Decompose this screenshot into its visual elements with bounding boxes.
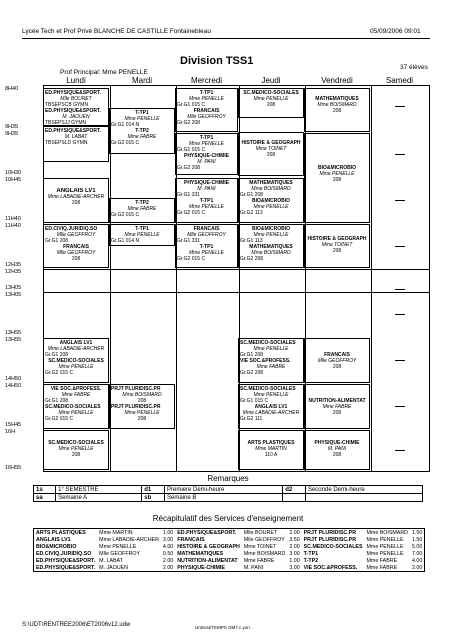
time-label: 8H40 xyxy=(5,86,19,92)
recap-teacher: Mme PENELLE xyxy=(99,543,137,550)
course-name: ED.PHYSIQUE&SPORT. xyxy=(45,108,101,114)
course-room: 208 xyxy=(266,102,276,108)
course-name: ED.PHYSIQUE&SPORT. xyxy=(45,128,101,134)
empty-slot-dash xyxy=(395,314,405,315)
teacher-name: Mme PENELLE xyxy=(253,392,289,398)
time-label: 13H55 xyxy=(5,330,22,336)
file-path: S:\UDT\RENTREE2006\ET2006v12.udw xyxy=(22,622,131,628)
recap-subject: ED.CIVIQ.JURIDIQ.SO xyxy=(36,550,92,557)
course-room: Gr.G2 111 xyxy=(240,416,263,422)
teacher-name: Mme BOISMARD xyxy=(122,392,162,398)
recap-subject: PHYSIQUE-CHIMIE xyxy=(177,564,225,571)
teacher-name: Mme PENELLE xyxy=(58,446,94,452)
teacher-name: Mme PENELLE xyxy=(124,410,160,416)
course-room: Gr.G1 208 xyxy=(45,398,69,404)
course-cell-vendredi-2[interactable] xyxy=(304,133,370,223)
course-cell-mercredi-2[interactable] xyxy=(175,133,238,175)
course-name: SC.MEDICO-SOCIALES xyxy=(48,440,104,446)
recap-teacher: Mme TOINET xyxy=(243,543,277,550)
recap-teacher: Mlle BOURET xyxy=(243,529,278,536)
course-cell-vendredi-4[interactable] xyxy=(304,338,370,383)
teacher-name: Mme PENELLE xyxy=(253,96,289,102)
course-name: T-TP1 xyxy=(199,198,214,204)
recap-teacher: Mme PENELLE xyxy=(366,543,404,550)
course-name: ANGLAIS LV1 xyxy=(56,188,96,194)
remark-label: Semaine B xyxy=(165,494,283,502)
course-room: Gr.G2 015 C xyxy=(111,140,140,146)
course-name: SC.MEDICO-SOCIALES xyxy=(243,90,299,96)
teacher-name: Mme PENELLE xyxy=(188,250,224,256)
course-name: PRJT PLURIDISC.PR xyxy=(111,386,161,392)
course-name: T-TP2 xyxy=(135,128,149,134)
recap-subject: MATHEMATIQUES xyxy=(177,550,224,557)
course-name: ANGLAIS LV1 xyxy=(254,404,288,410)
time-label: 11H40 xyxy=(5,216,21,222)
course-cell-jeudi-2[interactable] xyxy=(238,132,304,176)
recap-teacher: Mme MARTIN xyxy=(99,529,133,536)
course-room: 208 xyxy=(266,152,276,158)
teacher-name: M. PANI xyxy=(327,446,347,452)
course-name: FRANCAIS xyxy=(193,108,220,114)
course-name: VIE SOC.&PROFESS. xyxy=(240,358,291,364)
recap-subject: ANGLAIS LV1 xyxy=(36,536,71,543)
school-name: Lycée Tech et Prof Privé BLANCHE DE CASTILLE Fontainebleau xyxy=(22,28,211,35)
remark-code xyxy=(283,494,306,502)
course-name: NUTRITION-ALIMENTAT xyxy=(308,398,366,404)
recap-teacher: Mme FABRE xyxy=(366,557,398,564)
course-name: BIO&MICROBIO xyxy=(251,198,291,204)
recap-subject: PRJT PLURIDISC.PR xyxy=(303,536,357,543)
course-cell-jeudi-6[interactable] xyxy=(238,384,304,429)
time-label: 11H40 xyxy=(5,223,21,229)
recap-subject: SC.MEDICO-SOCIALES xyxy=(303,543,363,550)
course-cell-mardi-1[interactable] xyxy=(109,108,175,154)
teacher-name: Mlle GEOFFROY xyxy=(56,250,96,256)
course-cell-mercredi-1[interactable] xyxy=(175,88,238,132)
empty-slot-dash xyxy=(395,106,405,107)
empty-slot-dash xyxy=(395,289,405,290)
course-room: TBSEPSCB GYMN xyxy=(45,102,89,108)
recap-hours: 1.00 xyxy=(289,557,300,564)
day-header-lundi: Lundi xyxy=(66,76,86,85)
time-label: 16H55 xyxy=(5,465,22,471)
course-room: TBSEPSLD GYMN xyxy=(45,140,88,146)
course-name: PRJT PLURIDISC.PR xyxy=(111,404,161,410)
recap-subject: PRJT PLURIDISC.PR xyxy=(303,529,357,536)
course-cell-jeudi-7[interactable] xyxy=(238,430,304,470)
lunch-rule xyxy=(44,292,429,293)
time-label: 13H05 xyxy=(5,285,22,291)
recap-teacher: Mme PENELLE xyxy=(366,536,404,543)
recap-teacher: Mme BOISMARD xyxy=(243,550,286,557)
course-room: 208 xyxy=(332,364,342,370)
day-header-mardi: Mardi xyxy=(131,76,152,85)
recap-teacher: Mme FABRE xyxy=(366,564,398,571)
teacher-name: Mme TOINET xyxy=(255,146,287,152)
time-label: 9H35 xyxy=(5,124,19,130)
recap-teacher: M. PANI xyxy=(243,564,264,571)
recap-hours: 0.50 xyxy=(162,550,174,557)
course-name: VIE SOC.&PROFESS. xyxy=(50,386,102,392)
recap-teacher: Mme LABADIE-ARCHER xyxy=(99,536,159,543)
lunch-rule xyxy=(44,269,429,270)
teacher-name: Mme BOISMARD xyxy=(251,250,291,256)
recap-hours: 4.00 xyxy=(162,543,174,550)
course-cell-lundi-3[interactable] xyxy=(43,178,109,223)
course-room: Gr.G1 331 xyxy=(177,238,201,244)
recap-hours: 1.00 xyxy=(162,529,174,536)
recap-subject: FRANCAIS xyxy=(177,536,205,543)
course-room: 208 xyxy=(332,177,342,183)
recap-teacher: Mlle GEOFFROY xyxy=(243,536,285,543)
recap-hours: 2.00 xyxy=(289,543,300,550)
teacher-name: M. PANI xyxy=(197,186,216,192)
course-room: TBSEPSJJ GYMN xyxy=(45,120,87,126)
course-room: 208 xyxy=(332,108,342,114)
course-name: MATHEMATIQUES xyxy=(315,96,359,102)
time-label: 9H35 xyxy=(5,131,19,137)
recap-hours: 3.50 xyxy=(289,536,300,543)
course-room: Gr.G1 014 N xyxy=(111,238,140,244)
course-cell-mardi-2[interactable] xyxy=(109,198,175,223)
remark-code: sb xyxy=(142,494,165,502)
recap-hours: 2.00 xyxy=(412,564,423,571)
course-cell-lundi-4[interactable] xyxy=(43,224,109,268)
teacher-name: Mme PENELLE xyxy=(188,141,224,147)
table-row xyxy=(34,550,425,557)
course-room: Gr.G1 015 C xyxy=(177,102,206,108)
empty-slot-dash xyxy=(395,246,405,247)
teacher-name: Mme FABRE xyxy=(127,206,157,212)
course-cell-vendredi-1[interactable] xyxy=(304,88,370,132)
course-room: Gr.G1 208 xyxy=(240,192,264,198)
recap-subject: HISTOIRE & GEOGRAPH xyxy=(177,543,240,550)
recap-subject: ARTS PLASTIQUES xyxy=(36,529,86,536)
recap-hours: 2.00 xyxy=(289,529,300,536)
course-room: 110 A xyxy=(264,452,278,458)
course-room: Gr.G2 015 C xyxy=(111,212,140,218)
table-row xyxy=(34,557,425,564)
teacher-name: Mme PENELLE xyxy=(58,410,94,416)
course-name: ED.CIVIQ.JURIDIQ.SO xyxy=(45,226,98,232)
time-label: 13H55 xyxy=(5,337,22,343)
recap-teacher: Mme BOISMARD xyxy=(366,529,408,536)
course-room: Gr.G1 331 xyxy=(177,192,201,198)
teacher-name: Mme MARTIN xyxy=(255,446,287,452)
table-row xyxy=(34,564,425,572)
teacher-name: Mme PENELLE xyxy=(188,204,224,210)
course-name: T-TP1 xyxy=(199,90,214,96)
table-row xyxy=(34,529,425,537)
table-row xyxy=(34,486,423,494)
time-label: 14H50 xyxy=(5,376,22,382)
print-datetime: 05/09/2006 09:01 xyxy=(370,28,421,35)
course-name: T-TP1 xyxy=(135,110,149,116)
course-room: 208 xyxy=(137,398,147,404)
teacher-name: Mlle GEOFFROY xyxy=(187,232,226,238)
course-room: Gr.G2 208 xyxy=(240,370,264,376)
course-room: Gr.G1 113 xyxy=(240,238,263,244)
teacher-name: Mme PENELLE xyxy=(253,204,289,210)
teacher-name: Mme BOISMARD xyxy=(317,102,357,108)
prof-principal: Prof Principal: Mme PENELLE xyxy=(60,69,148,76)
teacher-name: Mme PENELLE xyxy=(58,364,94,370)
course-cell-lundi-5[interactable] xyxy=(43,338,109,383)
course-name: T-TP1 xyxy=(199,244,214,250)
teacher-name: Mme PENELLE xyxy=(253,346,289,352)
course-room: 208 xyxy=(332,452,342,458)
recap-subject: ED.PHYSIQUE&SPORT. xyxy=(177,529,237,536)
course-name: ARTS PLASTIQUES xyxy=(247,440,295,446)
recap-hours: 3.00 xyxy=(162,536,174,543)
time-label: 10H30 xyxy=(5,170,22,176)
remark-code: d1 xyxy=(142,486,165,494)
teacher-name: Mme FABRE xyxy=(256,364,286,370)
course-cell-lundi-7[interactable] xyxy=(43,430,109,470)
teacher-name: M. LABAT xyxy=(64,134,88,140)
time-label: 12H35 xyxy=(5,269,22,275)
course-room: Gr.G1 015 C xyxy=(177,147,206,153)
course-room: Gr.G2 208 xyxy=(240,256,264,262)
course-name: PHYSIQUE-CHIMIE xyxy=(183,153,229,159)
recap-hours: 4.00 xyxy=(412,557,423,564)
empty-slot-dash xyxy=(395,200,405,201)
page-title: Division TSS1 xyxy=(180,55,254,67)
recap-subject: T-TP2 xyxy=(303,557,319,564)
recap-teacher: Mlle GEOFFROY xyxy=(99,550,141,557)
remark-label: 1° SEMESTRE xyxy=(56,486,142,494)
remark-code: d2 xyxy=(283,486,306,494)
course-name: HISTOIRE & GEOGRAPH xyxy=(241,140,301,146)
recap-hours: 2.00 xyxy=(162,557,174,564)
table-row xyxy=(34,494,423,502)
teacher-name: M. JAOUEN xyxy=(62,114,90,120)
course-name: PHYSIQUE-CHIMIE xyxy=(314,440,360,446)
course-cell-vendredi-6[interactable] xyxy=(304,430,370,470)
course-name: T-TP1 xyxy=(135,226,149,232)
recap-subject: ED.PHYSIQUE&SPORT. xyxy=(36,564,96,571)
teacher-name: Mme PENELLE xyxy=(124,232,160,238)
course-room: Gr.G1 015 C xyxy=(240,398,269,404)
teacher-name: Mme PENELLE xyxy=(319,171,355,177)
recap-hours: 7.00 xyxy=(412,550,423,557)
course-room: Gr.G2 015 C xyxy=(45,416,74,422)
recap-teacher: M. JAOUEN xyxy=(99,564,129,571)
recap-teacher: Mme FABRE xyxy=(243,557,275,564)
recap-hours: 3.00 xyxy=(289,550,300,557)
course-cell-mardi-4[interactable] xyxy=(109,384,175,429)
course-name: SC.MEDICO-SOCIALES xyxy=(45,404,101,410)
remarques-table xyxy=(33,485,423,502)
day-header-mercredi: Mercredi xyxy=(190,76,223,85)
recap-teacher: M. LABAT xyxy=(99,557,123,564)
teacher-name: Mlle GEOFFROY xyxy=(187,114,226,120)
recap-hours: 3.00 xyxy=(289,564,300,571)
course-room: Gr.G2 208 xyxy=(177,120,201,126)
teacher-name: Mme PENELLE xyxy=(253,232,289,238)
recap-hours: 5.00 xyxy=(412,543,423,550)
course-room: 208 xyxy=(71,200,81,206)
remark-label: Semaine A xyxy=(56,494,142,502)
recap-title: Récapitulatif des Services d'enseignement xyxy=(152,514,304,523)
teacher-name: Mlle BOURET xyxy=(60,96,92,102)
remark-code: sa xyxy=(34,494,56,502)
course-cell-lundi-6[interactable] xyxy=(43,384,109,429)
course-name: PHYSIQUE-CHIMIE xyxy=(183,180,229,186)
course-room: Gr.G1 014 N xyxy=(111,122,140,128)
course-name: FRANCAIS xyxy=(324,352,350,358)
course-name: MATHEMATIQUES xyxy=(249,244,293,250)
recap-teacher: Mme PENELLE xyxy=(366,550,404,557)
course-cell-mercredi-3[interactable] xyxy=(175,178,238,223)
course-name: T-TP1 xyxy=(199,135,214,141)
course-room: Gr.G2 015 C xyxy=(177,256,206,262)
recap-table xyxy=(33,528,425,572)
course-room: Gr.G2 208 xyxy=(177,165,201,171)
course-cell-vendredi-5[interactable] xyxy=(304,384,370,429)
teacher-name: Mme FABRE xyxy=(127,134,157,140)
time-label: 14H50 xyxy=(5,383,22,389)
teacher-name: Mme PENELLE xyxy=(188,96,224,102)
course-name: ED.PHYSIQUE&SPORT. xyxy=(45,90,101,96)
course-name: FRANCAIS xyxy=(193,226,220,232)
recap-hours: 2.00 xyxy=(162,564,174,571)
course-cell-jeudi-1[interactable] xyxy=(238,88,304,118)
teacher-name: Mme TOINET xyxy=(321,242,353,248)
teacher-name: Mme BOISMARD xyxy=(251,186,291,192)
time-label: 13H05 xyxy=(5,292,22,298)
course-name: HISTOIRE & GEOGRAPH xyxy=(307,236,367,242)
student-count: 37 élèves xyxy=(400,64,428,71)
course-name: SC.MEDICO-SOCIALES xyxy=(240,386,296,392)
course-room: Gr.G2 015 C xyxy=(177,210,206,216)
course-room: Gr.G2 015 C xyxy=(45,370,74,376)
empty-slot-dash xyxy=(395,154,405,155)
course-room: Gr.G2 113 xyxy=(240,210,263,216)
teacher-name: Mme PENELLE xyxy=(124,116,160,122)
course-name: FRANCAIS xyxy=(63,244,89,250)
course-cell-mercredi-4[interactable] xyxy=(175,224,238,268)
course-cell-jeudi-3[interactable] xyxy=(238,178,304,223)
table-row xyxy=(34,543,425,550)
remark-label: Premiere Demi-heure xyxy=(165,486,283,494)
day-header-samedi: Samedi xyxy=(385,76,414,85)
recap-subject: T-TP1 xyxy=(303,550,319,557)
teacher-name: Mme LABADIE-ARCHER xyxy=(47,194,105,200)
teacher-name: Mme FABRE xyxy=(61,392,91,398)
empty-slot-dash xyxy=(395,406,405,407)
course-room: Gr.G1 208 xyxy=(240,352,264,358)
time-label: 12H35 xyxy=(5,262,22,268)
recap-subject: VIE SOC.&PROFESS. xyxy=(303,564,358,571)
teacher-name: Mlle GEOFFROY xyxy=(56,232,96,238)
course-room: 208 xyxy=(137,416,147,422)
remark-label xyxy=(305,494,422,502)
remarques-title: Remarques xyxy=(207,474,249,483)
day-header-vendredi: Vendredi xyxy=(321,76,353,85)
recap-subject: BIO&MICROBIO xyxy=(36,543,77,550)
course-cell-mardi-3[interactable] xyxy=(109,224,175,246)
course-room: Gr.G1 208 xyxy=(45,352,69,358)
header-rule xyxy=(22,38,430,39)
course-room: 208 xyxy=(332,410,342,416)
empty-slot-dash xyxy=(395,360,405,361)
course-name: BIO&MICROBIO xyxy=(317,165,357,171)
course-name: SC.MEDICO-SOCIALES xyxy=(48,358,104,364)
teacher-name: Mme FABRE xyxy=(322,404,352,410)
teacher-name: Mme LABADIE-ARCHER xyxy=(242,410,300,416)
recap-hours: 1.50 xyxy=(412,536,423,543)
course-name: ANGLAIS LV1 xyxy=(59,340,93,346)
table-row xyxy=(34,536,425,543)
course-room: 208 xyxy=(71,256,81,262)
course-cell-lundi-1[interactable] xyxy=(43,88,109,126)
course-cell-vendredi-3[interactable] xyxy=(304,224,370,268)
teacher-name: M. PANI xyxy=(197,159,216,165)
course-cell-jeudi-4[interactable] xyxy=(238,224,304,268)
day-header-jeudi: Jeudi xyxy=(261,76,281,85)
course-name: BIO&MICROBIO xyxy=(251,226,291,232)
time-label: 10H45 xyxy=(5,177,22,183)
course-cell-jeudi-5[interactable] xyxy=(238,338,304,383)
teacher-name: Mme LABADIE-ARCHER xyxy=(47,346,105,352)
course-room: Gr.G1 208 xyxy=(45,238,69,244)
course-cell-lundi-2[interactable] xyxy=(43,126,109,162)
course-name: SC.MEDICO-SOCIALES xyxy=(240,340,296,346)
software-label: UnDoséTEMPS OM7.c.yon xyxy=(195,625,250,630)
time-label: 15H45 xyxy=(5,422,22,428)
course-room: 208 xyxy=(332,248,342,254)
recap-subject: ED.PHYSIQUE&SPORT. xyxy=(36,557,96,564)
recap-hours: 1.50 xyxy=(412,529,423,536)
time-label: 16H xyxy=(5,429,16,435)
remark-label: Seconde Demi-heure xyxy=(305,486,422,494)
course-room: 208 xyxy=(71,452,81,458)
teacher-name: Mlle GEOFFROY xyxy=(317,358,357,364)
recap-subject: NUTRITION-ALIMENTAT xyxy=(177,557,238,564)
remark-code: 1s xyxy=(34,486,56,494)
course-name: MATHEMATIQUES xyxy=(249,180,293,186)
empty-slot-dash xyxy=(395,450,405,451)
course-name: T-TP2 xyxy=(135,200,149,206)
